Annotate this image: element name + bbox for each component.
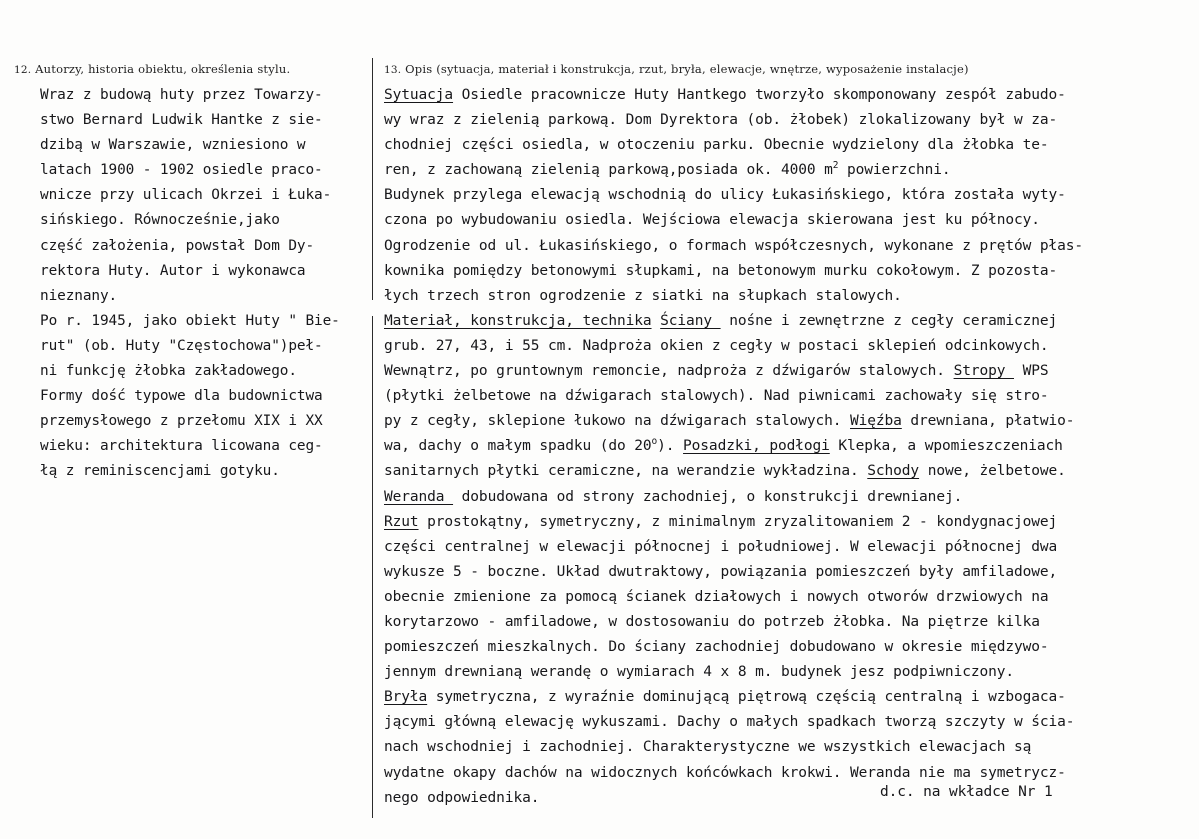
right-column-header-number: 13. [384,64,402,76]
text-line: wydatne okapy dachów na widocznych końcówkach krokwi. Weranda nie ma symetrycz- [384,764,1066,781]
text-line: wy wraz z zielenią parkową. Dom Dyrektora (ob. żłobek) zlokalizowany był w za- [384,112,1058,129]
text-line: Materiał, konstrukcja, technika Ściany nośne i zewnętrzne z cegły ceramicznej [384,312,1058,329]
right-column-body [384,83,1184,811]
text-line: czona po wybudowaniu osiedla. Wejściowa elewacja skierowana jest ku północy. [384,212,1040,229]
right-column-header-label: Opis (sytuacja, materiał i konstrukcja, rzut, bryła, elewacje, wnętrze, wyposażenie instalacje) [405,62,969,76]
text-line: jennym drewnianą werandę o wymiarach 4 x 8 m. budynek jesz podpiwniczony. [384,664,1014,681]
text-line: Wraz z budową huty przez Towarzy- [40,87,323,103]
left-column [14,62,370,485]
text-line: ni funkcję żłobka zakładowego. [40,363,297,380]
paragraph-heading-material: Materiał, konstrukcja, technika [384,312,652,329]
subheading-schody: Schody [867,463,920,480]
paragraph-heading-rzut: Rzut [384,513,419,530]
left-column-header-label: Autorzy, historia obiektu, określenia stylu. [35,62,291,76]
left-column-header-number: 12. [14,64,32,76]
text-line: wnicze przy ulicach Okrzei i Łuka- [40,187,332,204]
text-line: ren, z zachowaną zielenią parkową,posiada ok. 4000 $m^2$ powierzchni. [384,160,951,179]
text-line: wykusze 5 - boczne. Układ dwutraktowy, powiązania pomieszczeń były amfiladowe, [384,563,1058,580]
text-line: sanitarnych płytki ceramiczne, na werandzie wykładzina. Schody nowe, żelbetowe. [384,463,1066,480]
text-line: części centralnej w elewacji północnej i południowej. W elewacji północnej dwa [384,538,1058,555]
text-line: Rzut prostokątny, symetryczny, z minimalnym zryzalitowaniem 2 - kondygnacjowej [384,513,1058,530]
subheading-wiezba: Więźba [850,413,902,430]
text-line: nego odpowiednika. [384,789,540,806]
text-line: Wewnątrz, po gruntownym remoncie, nadproża z dźwigarów stalowych. Stropy WPS [384,363,1049,380]
text-line: Po r. 1945, jako obiekt Huty " Bie- [40,312,340,329]
text-line: dzibą w Warszawie, wzniesiono w [40,137,306,154]
left-column-body [14,83,370,485]
text-line: jącymi główną elewację wykuszami. Dachy o małych spadkach tworzą szczyty w ścia- [384,714,1075,731]
left-column-header [14,62,370,76]
right-column-header [384,62,1184,76]
paragraph-heading-sytuacja: Sytuacja [384,87,454,103]
text-line: pomieszczeń mieszkalnych. Do ściany zachodniej dobudowano w okresie międzywo- [384,639,1049,656]
text-line: nach wschodniej i zachodniej. Charakterystyczne we wszystkich elewacjach są [384,739,1032,756]
text-line: py z cegły, sklepione łukowo na dźwigarach stalowych. Więźba drewniana, płatwio- [384,413,1075,430]
paragraph-heading-bryla: Bryła [384,689,428,706]
text-line: Sytuacja Osiedle pracownicze Huty Hantkego tworzyło skomponowany zespół zabudo- [384,87,1066,103]
text-line: korytarzowo - amfiladowe, w dostosowaniu do potrzeb żłobka. Na piętrze kilka [384,613,1040,630]
continuation-note: d.c. na wkładce Nr 1 [880,784,1053,800]
text-line: Bryła symetryczna, z wyraźnie dominującą piętrową częścią centralną i wzbogaca- [384,689,1066,706]
text-line: Weranda dobudowana od strony zachodniej, o konstrukcji drewnianej. [384,488,963,505]
column-divider [372,58,373,818]
subheading-stropy: Stropy [953,363,1014,380]
subheading-sciany: Ściany [660,312,721,329]
right-column [384,62,1184,811]
superscript-degree: o [651,436,658,448]
text-line: łych trzech stron ogrodzenie z siatki na słupkach stalowych. [384,287,902,304]
text-line: kownika pomiędzy betonowymi słupkami, na betonowym murku cokołowym. Z pozosta- [384,262,1058,279]
text-line: sińskiego. Równocześnie,jako [40,212,280,229]
text-line: stwo Bernard Ludwik Hantke z sie- [40,112,323,129]
text-line: przemysłowego z przełomu XIX i XX [40,413,323,430]
text-line: obecnie zmienione za pomocą ścianek działowych i nowych otworów drzwiowych na [384,588,1049,605]
text-line: latach 1900 - 1902 osiedle praco- [40,162,323,179]
text-line: część założenia, powstał Dom Dy- [40,237,315,254]
text-line: grub. 27, 43, i 55 cm. Nadproża okien z cegły w postaci sklepień odcinkowych. [384,337,1049,354]
text-line: nieznany. [40,287,118,304]
text-line: Budynek przylega elewacją wschodnią do ulicy Łukasińskiego, która została wyty- [384,187,1066,204]
text-line: łą z reminiscencjami gotyku. [40,463,280,480]
text-line: (płytki żelbetowe na dźwigarach stalowych). Nad piwnicami zachowały się stro- [384,388,1049,405]
text-line: wieku: architektura licowana ceg- [40,438,323,455]
text-line: rektora Huty. Autor i wykonawca [40,262,306,279]
column-divider-gap [370,300,375,316]
subheading-posadzki: Posadzki, podłogi [683,438,830,455]
text-line: Formy dość typowe dla budownictwa [40,388,323,405]
subheading-weranda: Weranda [384,488,454,505]
text-line: wa, dachy o małym spadku (do 20$^o$). Posadzki, podłogi Klepka, a wpomieszczeniach [384,436,1063,455]
superscript-2: 2 [832,160,839,172]
text-line: rut" (ob. Huty "Częstochowa")peł- [40,337,323,354]
text-line: Ogrodzenie od ul. Łukasińskiego, o formach współczesnych, wykonane z prętów płas- [384,237,1084,254]
text-line: chodniej części osiedla, w otoczeniu parku. Obecnie wydzielony dla żłobka te- [384,137,1049,154]
